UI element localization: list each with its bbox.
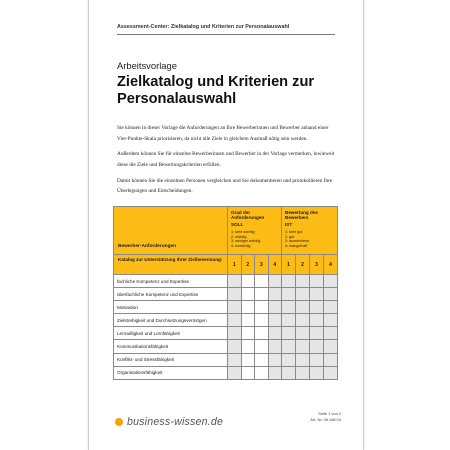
soll-rating-cell[interactable] [241,301,255,314]
soll-rating-cell[interactable] [228,314,242,327]
soll-column-header [228,207,282,255]
soll-rating-cell[interactable] [268,366,282,379]
criterion-label: Organisationsfähigkeit [114,366,228,379]
ist-rating-cell[interactable] [282,275,296,288]
ist-rating-cell[interactable] [310,275,324,288]
soll-rating-cell[interactable] [241,340,255,353]
soll-rating-cell[interactable] [268,314,282,327]
ist-heading: Bewertung des Bewerbers [285,210,318,221]
ist-rating-cell[interactable] [324,275,338,288]
ist-rating-cell[interactable] [296,301,310,314]
table-row [114,353,338,366]
soll-rating-cell[interactable] [268,288,282,301]
criteria-table [113,206,338,380]
table-row [114,340,338,353]
soll-rating-cell[interactable] [228,327,242,340]
intro-text [117,123,337,202]
table-row [114,301,338,314]
soll-rating-cell[interactable] [228,353,242,366]
ist-rating-cell[interactable] [282,288,296,301]
soll-rating-cell[interactable] [255,340,269,353]
soll-rating-cell[interactable] [228,340,242,353]
scale-item: 4: mangelhaft [285,243,308,248]
table-row [114,288,338,301]
soll-label: SOLL [231,222,244,228]
soll-rating-cell[interactable] [241,353,255,366]
ist-number: 3 [310,255,324,275]
soll-rating-cell[interactable] [255,327,269,340]
table-row [114,327,338,340]
soll-number: 2 [241,255,255,275]
soll-scale [231,230,278,248]
soll-rating-cell[interactable] [268,327,282,340]
criterion-label: Kommunikationsfähigkeit [114,340,228,353]
soll-rating-cell[interactable] [255,353,269,366]
soll-number: 4 [268,255,282,275]
header-divider [117,34,335,35]
scale-item: 4: unwichtig [231,243,251,248]
soll-rating-cell[interactable] [268,353,282,366]
soll-rating-cell[interactable] [241,327,255,340]
soll-rating-cell[interactable] [228,366,242,379]
ist-rating-cell[interactable] [310,327,324,340]
scale-item: 3: weniger wichtig [231,239,261,244]
ist-rating-cell[interactable] [324,327,338,340]
ist-rating-cell[interactable] [296,353,310,366]
scale-item: 3: ausreichend [285,239,310,244]
criterion-label: überfachliche Kompetenz und Expertise [114,288,228,301]
business-wissen-logo [115,416,223,428]
criteria-rows [114,275,338,380]
ist-rating-cell[interactable] [324,301,338,314]
paragraph: Damit können Sie die einzelnen Personen vergleichen und Sie dokumentieren und protokollieren Ihre Überlegungen und Entscheidungen. [117,177,333,195]
ist-rating-cell[interactable] [310,288,324,301]
ist-rating-cell[interactable] [324,366,338,379]
ist-rating-cell[interactable] [310,314,324,327]
soll-rating-cell[interactable] [268,340,282,353]
ist-rating-cell[interactable] [282,314,296,327]
page-number: Seite 1 von 2 [318,411,341,416]
article-number: Art.-Nr. 06.168.04 [310,417,341,422]
ist-rating-cell[interactable] [296,275,310,288]
criterion-label: Zielstrebigkeit und Durchsetzungsvermögen [114,314,228,327]
criterion-label: Konflikt- und Stressfähigkeit [114,353,228,366]
soll-rating-cell[interactable] [228,288,242,301]
table-row [114,275,338,288]
soll-rating-cell[interactable] [228,301,242,314]
ist-rating-cell[interactable] [296,288,310,301]
ist-rating-cell[interactable] [282,353,296,366]
soll-rating-cell[interactable] [268,275,282,288]
soll-rating-cell[interactable] [241,288,255,301]
soll-rating-cell[interactable] [255,301,269,314]
logo-dot-icon [115,418,123,426]
ist-rating-cell[interactable] [310,301,324,314]
criterion-label: Motivation [114,301,228,314]
soll-rating-cell[interactable] [255,366,269,379]
soll-rating-cell[interactable] [268,301,282,314]
soll-number: 1 [228,255,242,275]
document-page [88,0,364,450]
soll-number: 3 [255,255,269,275]
requirements-column-header: Bewerber-Anforderungen [114,207,228,255]
ist-number: 4 [324,255,338,275]
catalog-label: Katalog zur Unterstützung Ihrer Zielbenennung: [114,255,228,275]
ist-rating-cell[interactable] [282,366,296,379]
ist-rating-cell[interactable] [296,314,310,327]
soll-rating-cell[interactable] [255,314,269,327]
ist-label: IST [285,222,293,228]
ist-rating-cell[interactable] [310,366,324,379]
document-title: Zielkatalog und Kriterien zur Personalauswahl [117,74,315,107]
ist-rating-cell[interactable] [282,301,296,314]
page-footer [289,411,341,423]
ist-number: 1 [282,255,296,275]
running-header: Assessment-Center: Zielkatalog und Kriterien zur Personalauswahl [117,24,290,30]
ist-rating-cell[interactable] [282,327,296,340]
scale-item: 1: sehr wichtig [231,230,255,235]
soll-rating-cell[interactable] [255,275,269,288]
ist-rating-cell[interactable] [296,327,310,340]
ist-rating-cell[interactable] [282,340,296,353]
soll-rating-cell[interactable] [241,314,255,327]
paragraph: Außerdem können Sie für einzelne Bewerberinnen und Bewerber in der Vorlage vermerken, inwieweit diese die Ziele und Bewertungskriterien erfüllen. [117,151,335,168]
ist-rating-cell[interactable] [324,340,338,353]
logo-text: business-wissen.de [127,416,224,428]
ist-rating-cell[interactable] [310,340,324,353]
ist-rating-cell[interactable] [324,353,338,366]
document-subtitle: Arbeitsvorlage [117,60,177,71]
ist-rating-cell[interactable] [324,288,338,301]
ist-rating-cell[interactable] [310,353,324,366]
criterion-label: fachliche Kompetenz und Expertise [114,275,228,288]
soll-rating-cell[interactable] [228,275,242,288]
soll-rating-cell[interactable] [255,288,269,301]
ist-scale [285,230,334,248]
criterion-label: Lernwilligkeit und Lernfähigkeit [114,327,228,340]
soll-heading: Grad der Anforderungen [231,210,265,221]
scale-item: 1: sehr gut [285,230,303,235]
ist-rating-cell[interactable] [296,340,310,353]
soll-rating-cell[interactable] [241,366,255,379]
scale-item: 2: wichtig [231,234,247,239]
ist-rating-cell[interactable] [296,366,310,379]
ist-number: 2 [296,255,310,275]
soll-rating-cell[interactable] [241,275,255,288]
paragraph: Sie können in dieser Vorlage die Anforderungen an Ihre Bewerberinnen und Bewerber anhand einer Vier-Punkte-Skala priorisieren, da nicht alle Ziele in gleichem Ausmaß nötig sein werden. [117,125,329,142]
scale-item: 2: gut [285,234,295,239]
ist-rating-cell[interactable] [324,314,338,327]
table-row [114,366,338,379]
table-row [114,314,338,327]
ist-column-header [282,207,338,255]
